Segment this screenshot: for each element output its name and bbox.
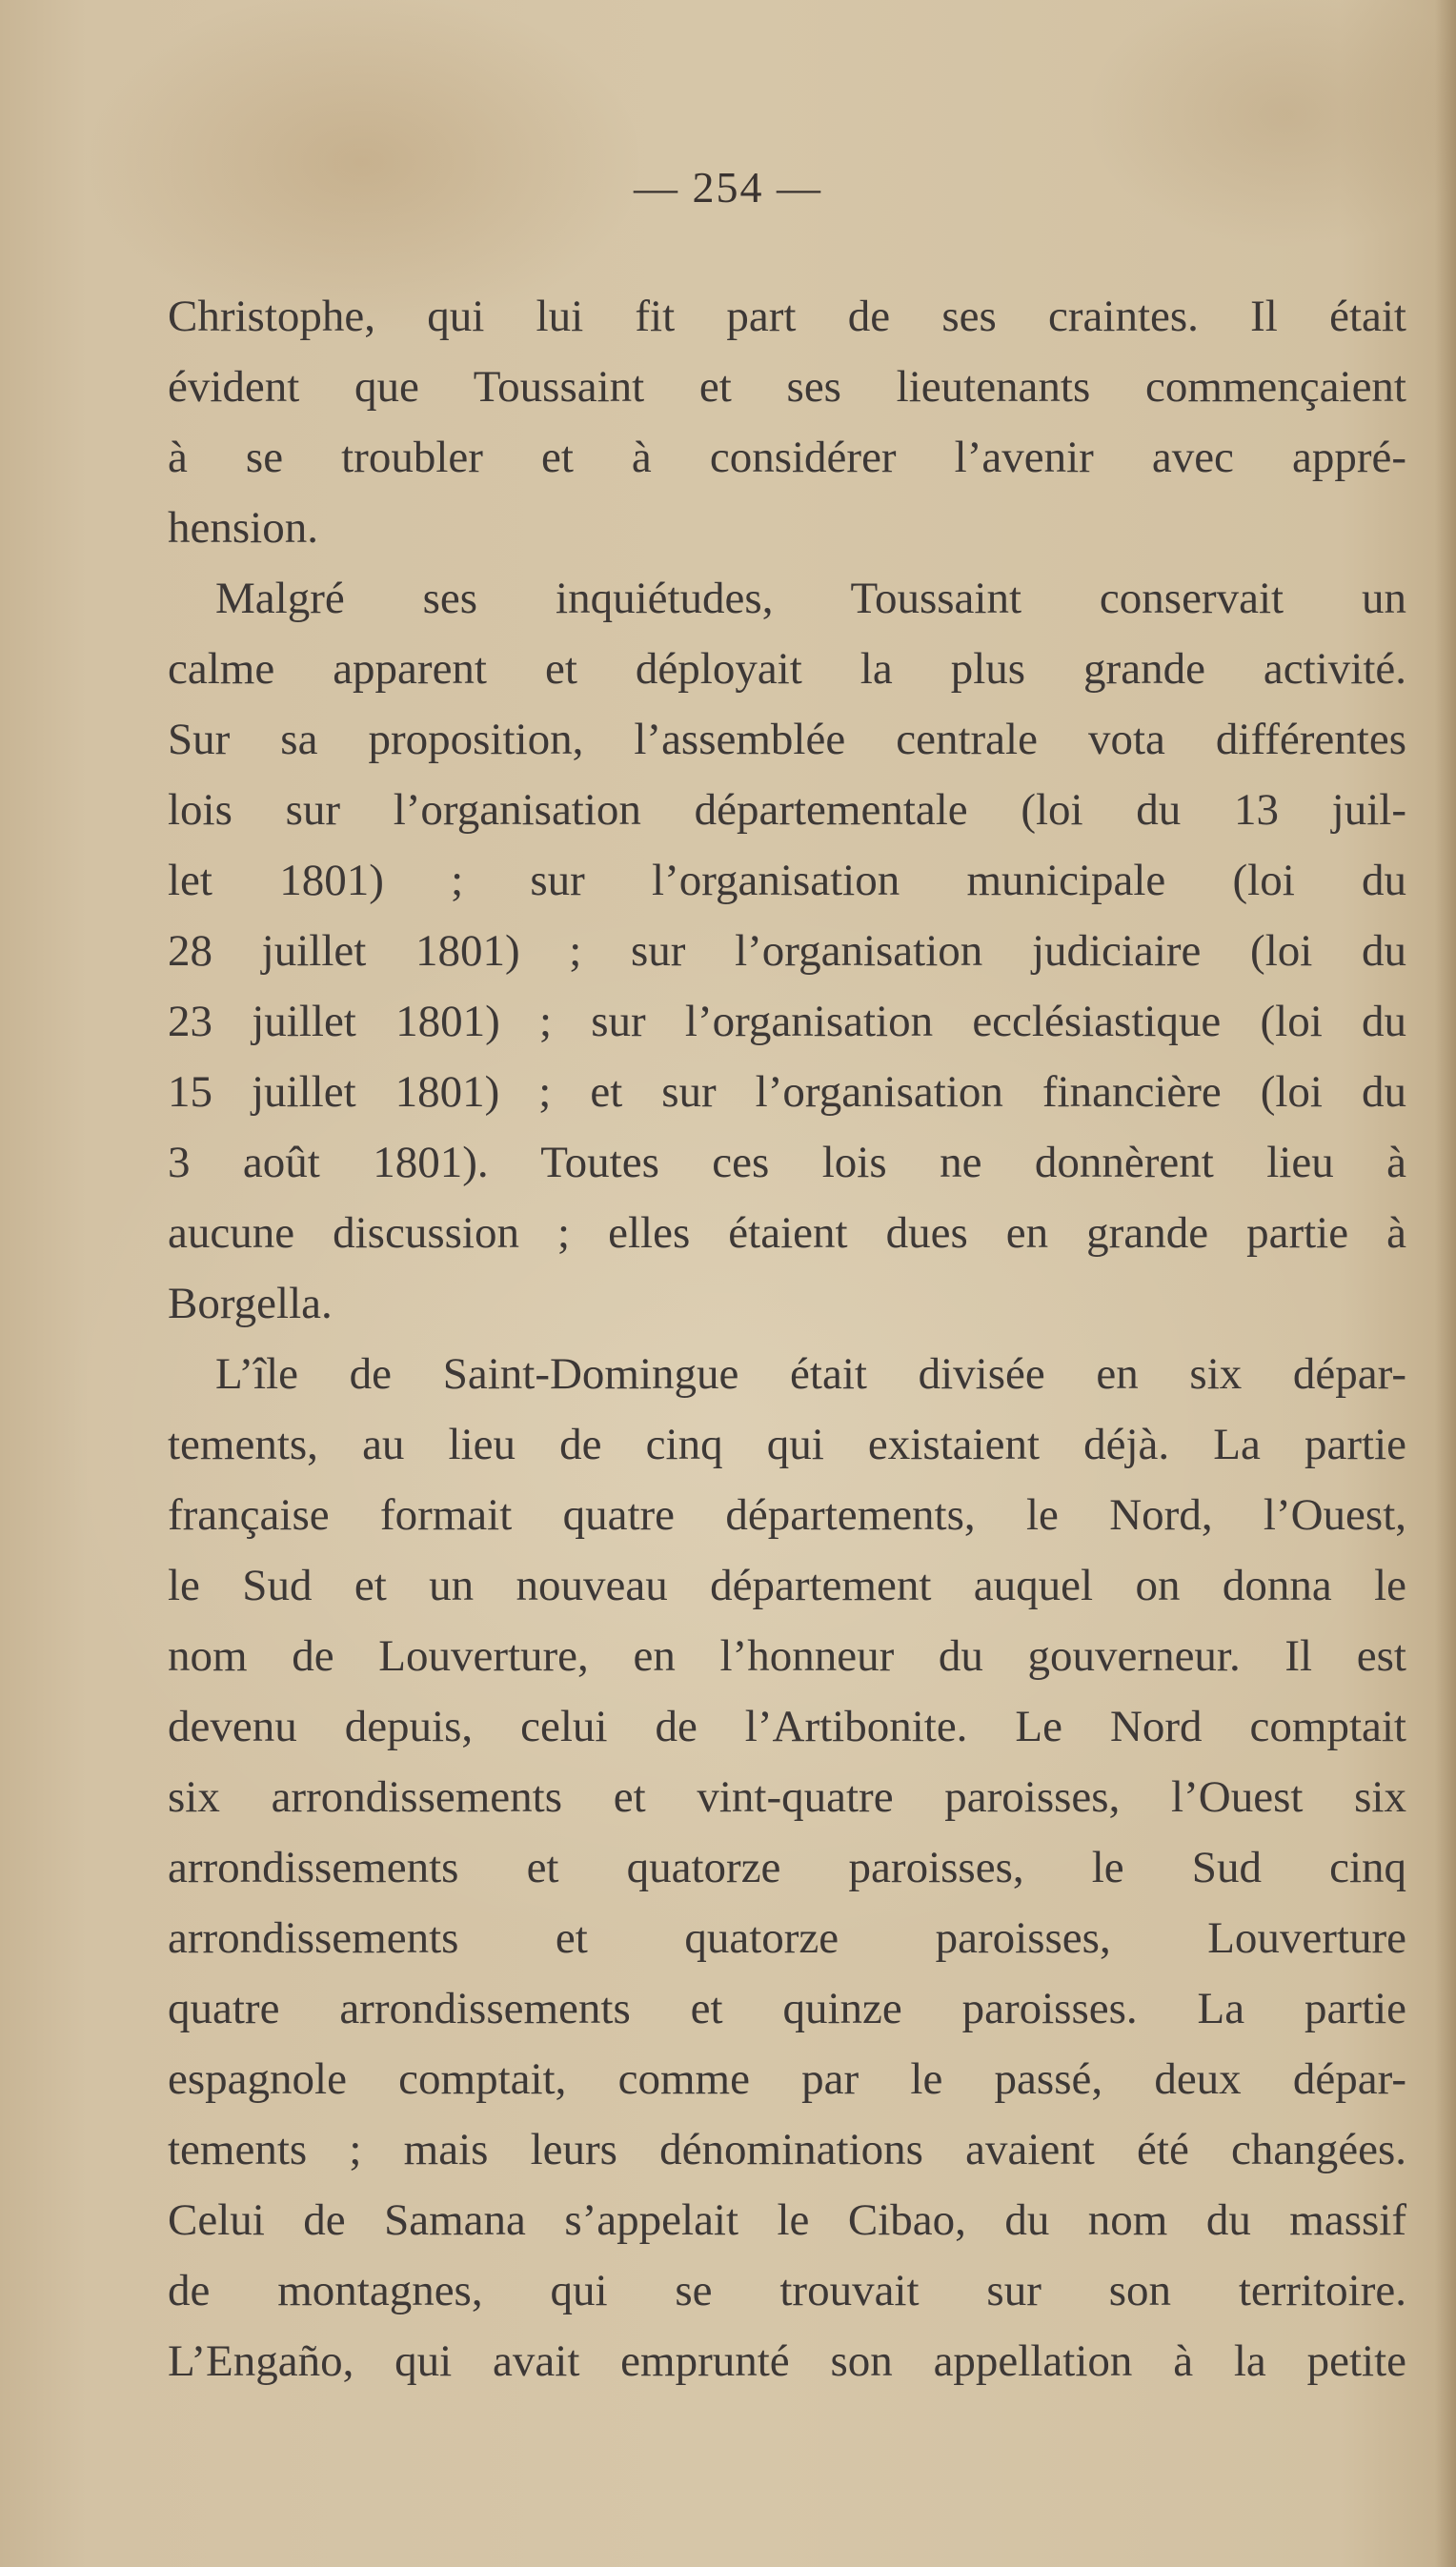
text-line: nom de Louverture, en l’honneur du gouverneur. Il est (168, 1631, 1406, 1681)
text-line: Malgré ses inquiétudes, Toussaint conservait un (215, 574, 1406, 623)
text-line: tements ; mais leurs dénominations avaient été changées. (168, 2125, 1406, 2174)
text-line: le Sud et un nouveau département auquel on donna le (168, 1561, 1406, 1610)
text-line: hension. (168, 503, 318, 553)
text-line: arrondissements et quatorze paroisses, le Sud cinq (168, 1843, 1406, 1892)
body-text (168, 281, 1406, 2396)
text-line: tements, au lieu de cinq qui existaient déjà. La partie (168, 1420, 1406, 1469)
text-line: Sur sa proposition, l’assemblée centrale vota différentes (168, 715, 1406, 764)
text-line: L’Engaño, qui avait emprunté son appellation à la petite (168, 2336, 1406, 2386)
text-line: Christophe, qui lui fit part de ses craintes. Il était (168, 292, 1406, 341)
text-line: française formait quatre départements, le Nord, l’Ouest, (168, 1490, 1406, 1540)
text-line: calme apparent et déployait la plus grande activité. (168, 644, 1406, 694)
text-line: lois sur l’organisation départementale (loi du 13 juil- (168, 785, 1406, 835)
text-line: 15 juillet 1801) ; et sur l’organisation financière (loi du (168, 1067, 1406, 1117)
page-edge-shadow (1435, 0, 1456, 2567)
text-line: 3 août 1801). Toutes ces lois ne donnèrent lieu à (168, 1138, 1406, 1187)
text-line: devenu depuis, celui de l’Artibonite. Le Nord comptait (168, 1702, 1406, 1751)
text-line: quatre arrondissements et quinze paroisses. La partie (168, 1984, 1406, 2033)
text-line: espagnole comptait, comme par le passé, deux dépar- (168, 2054, 1406, 2104)
text-line: six arrondissements et vint-quatre paroisses, l’Ouest six (168, 1772, 1406, 1822)
text-line: évident que Toussaint et ses lieutenants commençaient (168, 362, 1406, 412)
page-number: — 254 — (634, 163, 822, 212)
text-line: L’île de Saint-Domingue était divisée en six dépar- (215, 1349, 1406, 1399)
text-line: arrondissements et quatorze paroisses, Louverture (168, 1913, 1406, 1963)
text-line: 23 juillet 1801) ; sur l’organisation ecclésiastique (loi du (168, 997, 1406, 1046)
text-line: de montagnes, qui se trouvait sur son territoire. (168, 2266, 1406, 2315)
text-line: Borgella. (168, 1279, 333, 1328)
text-line: Celui de Samana s’appelait le Cibao, du nom du massif (168, 2195, 1406, 2245)
text-line: let 1801) ; sur l’organisation municipale (loi du (168, 856, 1406, 905)
text-line: aucune discussion ; elles étaient dues en grande partie à (168, 1208, 1406, 1258)
text-line: 28 juillet 1801) ; sur l’organisation judiciaire (loi du (168, 926, 1406, 976)
text-line: à se troubler et à considérer l’avenir avec appré- (168, 433, 1406, 482)
